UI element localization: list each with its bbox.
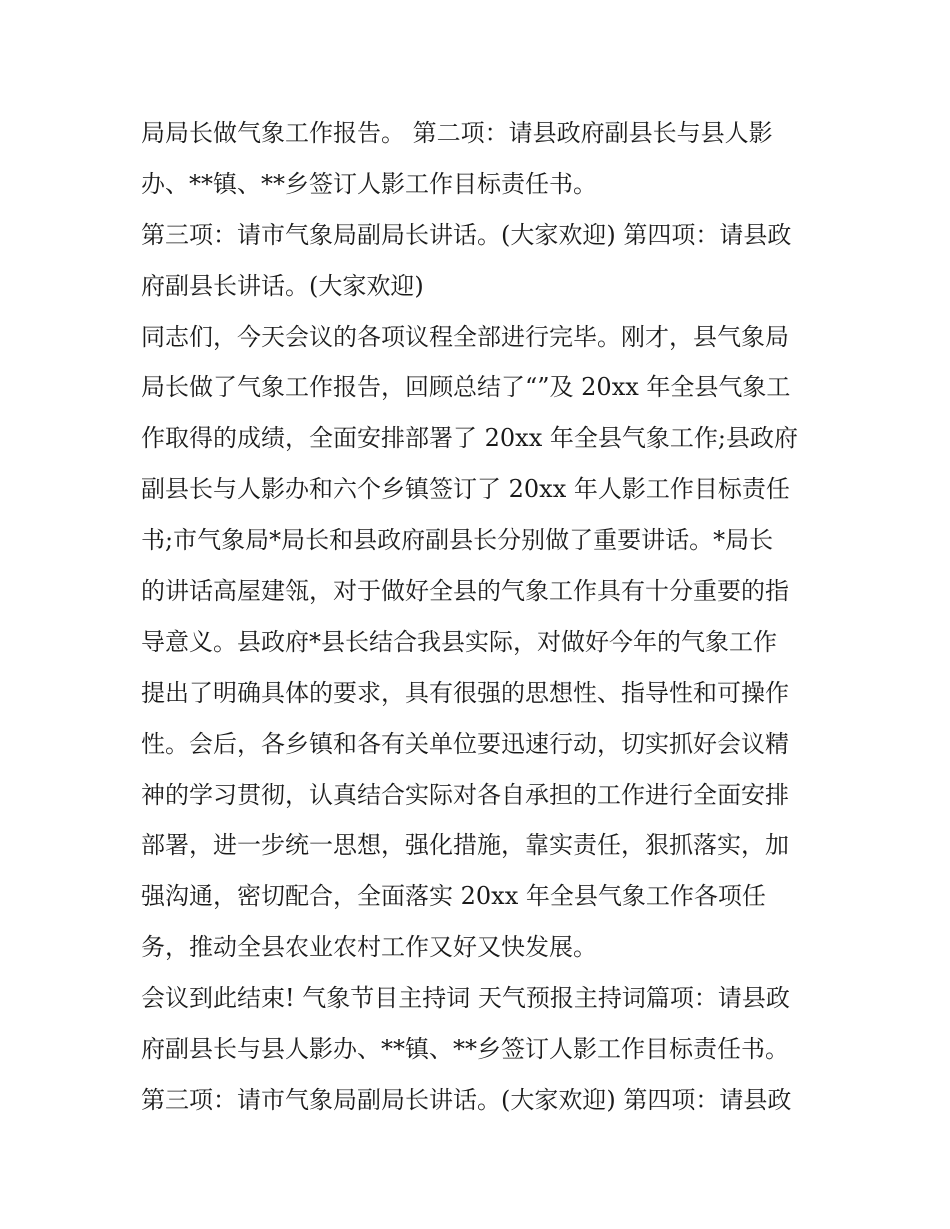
text-line: 府副县长与县人影办、**镇、**乡签订人影工作目标责任书。 (141, 1035, 789, 1064)
text-line: 神的学习贯彻，认真结合实际对各自承担的工作进行全面安排 (141, 780, 789, 809)
text-line: 府副县长讲话。(大家欢迎) (141, 271, 424, 300)
text-line: 办、**镇、**乡签订人影工作目标责任书。 (141, 169, 597, 198)
text-line: 的讲话高屋建瓴，对于做好全县的气象工作具有十分重要的指 (141, 577, 789, 606)
text-line: 会议到此结束! 气象节目主持词 天气预报主持词篇项：请县政 (141, 984, 790, 1013)
text-line: 副县长与人影办和六个乡镇签订了 20xx 年人影工作目标责任 (141, 475, 790, 504)
document-body (141, 108, 831, 1126)
text-line: 性。会后，各乡镇和各有关单位要迅速行动，切实抓好会议精 (141, 729, 789, 758)
text-line: 第三项：请市气象局副局长讲话。(大家欢迎) 第四项：请县政 (141, 1085, 792, 1114)
text-line: 局局长做气象工作报告。 第二项：请县政府副县长与县人影 (141, 119, 773, 147)
text-line: 同志们，今天会议的各项议程全部进行完毕。刚才，县气象局 (141, 322, 789, 351)
text-line: 第三项：请市气象局副局长讲话。(大家欢迎) 第四项：请县政 (141, 220, 792, 249)
text-line: 强沟通，密切配合，全面落实 20xx 年全县气象工作各项任 (141, 882, 766, 911)
text-line: 作取得的成绩，全面安排部署了 20xx 年全县气象工作;县政府 (141, 424, 798, 453)
text-line: 提出了明确具体的要求，具有很强的思想性、指导性和可操作 (141, 678, 789, 707)
text-line: 局长做了气象工作报告，回顾总结了“”及 20xx 年全县气象工 (141, 373, 791, 402)
text-line: 务，推动全县农业农村工作又好又快发展。 (141, 933, 597, 962)
text-line: 书;市气象局*局长和县政府副县长分别做了重要讲话。*局长 (141, 526, 774, 555)
text-line: 部署，进一步统一思想，强化措施，靠实责任，狠抓落实，加 (141, 831, 789, 860)
text-line: 导意义。县政府*县长结合我县实际，对做好今年的气象工作 (141, 627, 777, 656)
